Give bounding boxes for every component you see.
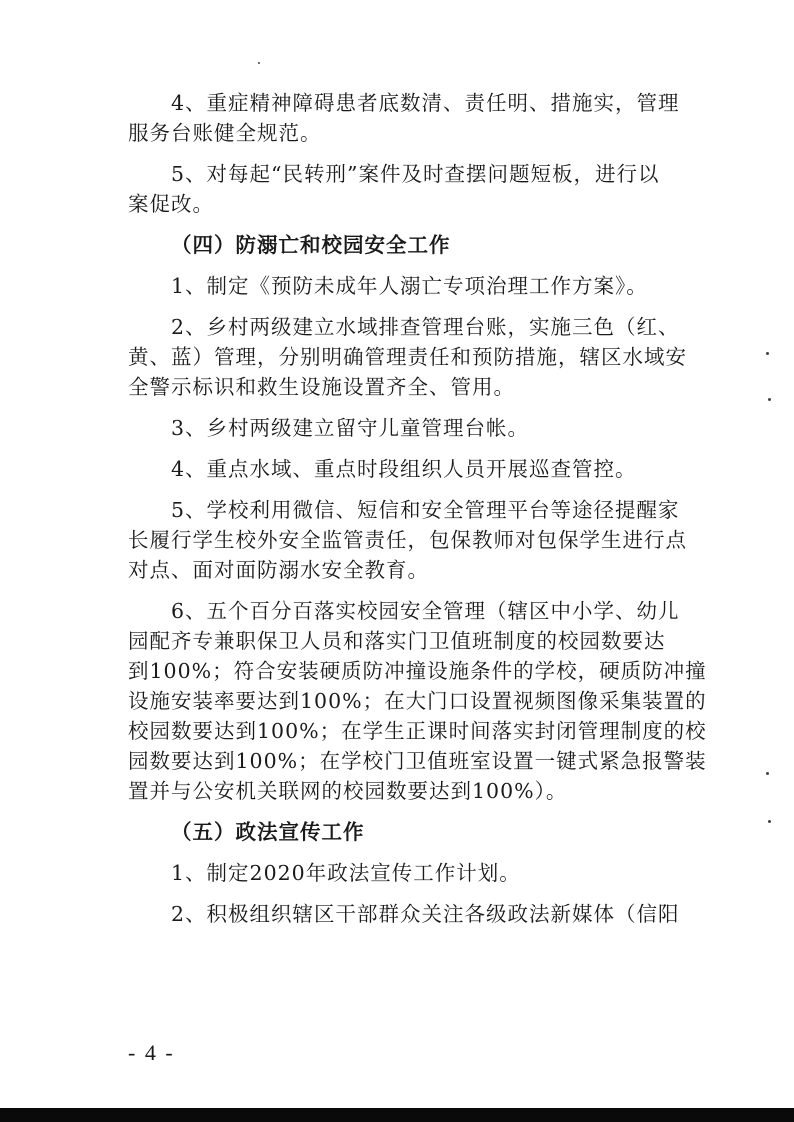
paragraph-first-line: 2、乡村两级建立水域排查管理台账，实施三色（红、 [171,315,680,339]
paragraph-line: 园数要达到100%；在学校门卫值班室设置一键式紧急报警装 [128,749,707,773]
paragraph-first-line: 4、重点水域、重点时段组织人员开展巡查管控。 [171,457,637,481]
paragraph-line: 案促改。 [128,192,214,216]
scan-speck [768,398,771,401]
page-number: - 4 - [128,1040,175,1065]
paragraph-line: 黄、蓝）管理，分别明确管理责任和预防措施，辖区水域安 [128,345,687,369]
paragraph-line: 对点、面对面防溺水安全教育。 [128,558,429,582]
paragraph-line: 全警示标识和救生设施设置齐全、管用。 [128,375,515,399]
paragraph-line: 到100%；符合安装硬质防冲撞设施条件的学校，硬质防冲撞 [128,659,707,683]
paragraph-first-line: 2、积极组织辖区干部群众关注各级政法新媒体（信阳 [171,902,680,926]
paragraph-first-line: 6、五个百分百落实校园安全管理（辖区中小学、幼儿 [171,599,680,623]
paragraph-line: 校园数要达到100%；在学生正课时间落实封闭管理制度的校 [128,719,707,743]
paragraph-line: 置并与公安机关联网的校园数要达到100%）。 [128,779,568,803]
paragraph-line: 服务台账健全规范。 [128,121,322,145]
document-body [128,88,707,929]
paragraph-line: 长履行学生校外安全监管责任，包保教师对包保学生进行点 [128,528,687,552]
paragraph-first-line: 1、制定2020年政法宣传工作计划。 [171,861,521,885]
section-heading: （四）防溺亡和校园安全工作 [171,233,451,257]
scan-speck [766,352,769,355]
paragraph-first-line: 5、学校利用微信、短信和安全管理平台等途径提醒家 [171,498,680,522]
paragraph-line: 园配齐专兼职保卫人员和落实门卫值班制度的校园数要达 [128,629,666,653]
section-heading: （五）政法宣传工作 [171,820,365,844]
scan-speck [766,772,769,775]
paragraph-first-line: 1、制定《预防未成年人溺亡专项治理工作方案》。 [171,274,648,298]
paragraph-first-line: 5、对每起“民转刑”案件及时查摆问题短板，进行以 [171,162,660,186]
paragraph-first-line: 4、重症精神障碍患者底数清、责任明、措施实，管理 [171,91,680,115]
scan-speck [258,62,260,64]
scan-speck [768,820,771,823]
paragraph-first-line: 3、乡村两级建立留守儿童管理台帐。 [171,416,530,440]
scan-edge-bar [0,1108,794,1122]
paragraph-line: 设施安装率要达到100%；在大门口设置视频图像采集装置的 [128,689,707,713]
